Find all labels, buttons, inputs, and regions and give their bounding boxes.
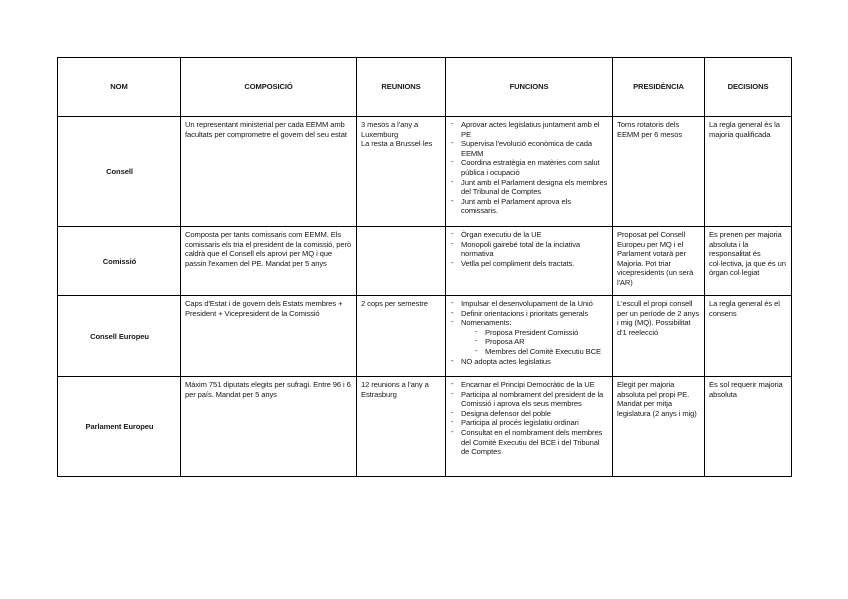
cell-funcions	[446, 227, 613, 296]
cell-nom: Consell	[58, 117, 181, 227]
cell-reunions: 2 cops per semestre	[357, 296, 446, 377]
header-funcions: FUNCIONS	[446, 58, 613, 117]
institutions-table	[57, 57, 792, 477]
list-item: - Junt amb el Parlament aprova els comissaris.	[450, 197, 609, 216]
list-item: - Participa al procés legislatiu ordinari	[450, 418, 609, 428]
cell-composicio: Màxim 751 diputats elegits per sufragi. Entre 96 i 6 per país. Mandat per 5 anys	[181, 377, 357, 477]
header-composicio: COMPOSICIÓ	[181, 58, 357, 117]
cell-decisions: La regla general és la majoria qualificada	[705, 117, 792, 227]
header-decisions: DECISIONS	[705, 58, 792, 117]
cell-decisions: La regla general és el consens	[705, 296, 792, 377]
cell-reunions	[357, 227, 446, 296]
cell-composicio: Un representant ministerial per cada EEMM amb facultats per comprometre el govern del seu estat	[181, 117, 357, 227]
cell-composicio: Composta per tants comissaris com EEMM. Els comissaris els tria el president de la comissió, però caldrà que el Consell els aprovi per MQ i que passin l'examen del PE. Mandat per 5 anys	[181, 227, 357, 296]
list-item	[450, 318, 609, 356]
cell-presidencia: Torns rotatoris dels EEMM per 6 mesos	[613, 117, 705, 227]
list-item: - Aprovar actes legislatius juntament amb el PE	[450, 120, 609, 139]
table-row	[58, 296, 792, 377]
cell-reunions: 3 mesos a l'any a Luxemburg La resta a Brussel·les	[357, 117, 446, 227]
cell-nom: Parlament Europeu	[58, 377, 181, 477]
list-item: - NO adopta actes legislatius	[450, 357, 609, 367]
cell-presidencia: L'escull el propi consell per un període de 2 anys i mig (MQ). Possibilitat d'1 reelecció	[613, 296, 705, 377]
list-item: - Monopoli gairebé total de la inciativa normativa	[450, 240, 609, 259]
list-item: - Supervisa l'evolució econòmica de cada EEMM	[450, 139, 609, 158]
cell-reunions: 12 reunions a l'any a Estrasburg	[357, 377, 446, 477]
header-nom: NOM	[58, 58, 181, 117]
header-reunions: REUNIONS	[357, 58, 446, 117]
nomenaments-label: Nomenaments:	[461, 318, 512, 328]
list-item: - Impulsar el desenvolupament de la Unió	[450, 299, 609, 309]
header-presidencia: PRESIDÈNCIA	[613, 58, 705, 117]
table-row	[58, 117, 792, 227]
list-item: - Coordina estratègia en matèries com salut pública i ocupació	[450, 158, 609, 177]
list-item: - Definir orientacions i prioritats generals	[450, 309, 609, 319]
list-item: - Junt amb el Parlament designa els membres del Tribunal de Comptes	[450, 178, 609, 197]
cell-decisions: Es sol requerir majoria absoluta	[705, 377, 792, 477]
list-item: - Encarnar el Principi Democràtic de la UE	[450, 380, 609, 390]
cell-decisions: Es prenen per majoria absoluta i la responsalitat és col·lectiva, ja que és un òrgan col·legiat	[705, 227, 792, 296]
table-row	[58, 227, 792, 296]
header-row	[58, 58, 792, 117]
list-item: - Designa defensor del poble	[450, 409, 609, 419]
cell-funcions	[446, 377, 613, 477]
sub-list-item: - Proposa AR	[473, 337, 609, 347]
list-item: - Òrgan executiu de la UE	[450, 230, 609, 240]
cell-presidencia: Proposat pel Consell Europeu per MQ i el Parlament votarà per Majoria. Pot triar vicepresidents (un serà l'AR)	[613, 227, 705, 296]
list-item: - Vetlla pel compliment dels tractats.	[450, 259, 609, 269]
cell-funcions	[446, 117, 613, 227]
sub-list-item: - Proposa President Comissió	[473, 328, 609, 338]
cell-composicio: Caps d'Estat i de govern dels Estats membres + President + Vicepresident de la Comissió	[181, 296, 357, 377]
list-item: - Participa al nombrament del president de la Comissió i aprova els seus membres	[450, 390, 609, 409]
cell-presidencia: Elegit per majoria absoluta pel propi PE. Mandat per mitja legislatura (2 anys i mig)	[613, 377, 705, 477]
sub-list-item: - Membres del Comitè Executiu BCE	[473, 347, 609, 357]
cell-nom: Comissió	[58, 227, 181, 296]
cell-nom: Consell Europeu	[58, 296, 181, 377]
list-item: - Consultat en el nombrament dels membres del Comitè Executiu del BCE i del Tribunal de Comptes	[450, 428, 609, 457]
cell-funcions	[446, 296, 613, 377]
table-row	[58, 377, 792, 477]
